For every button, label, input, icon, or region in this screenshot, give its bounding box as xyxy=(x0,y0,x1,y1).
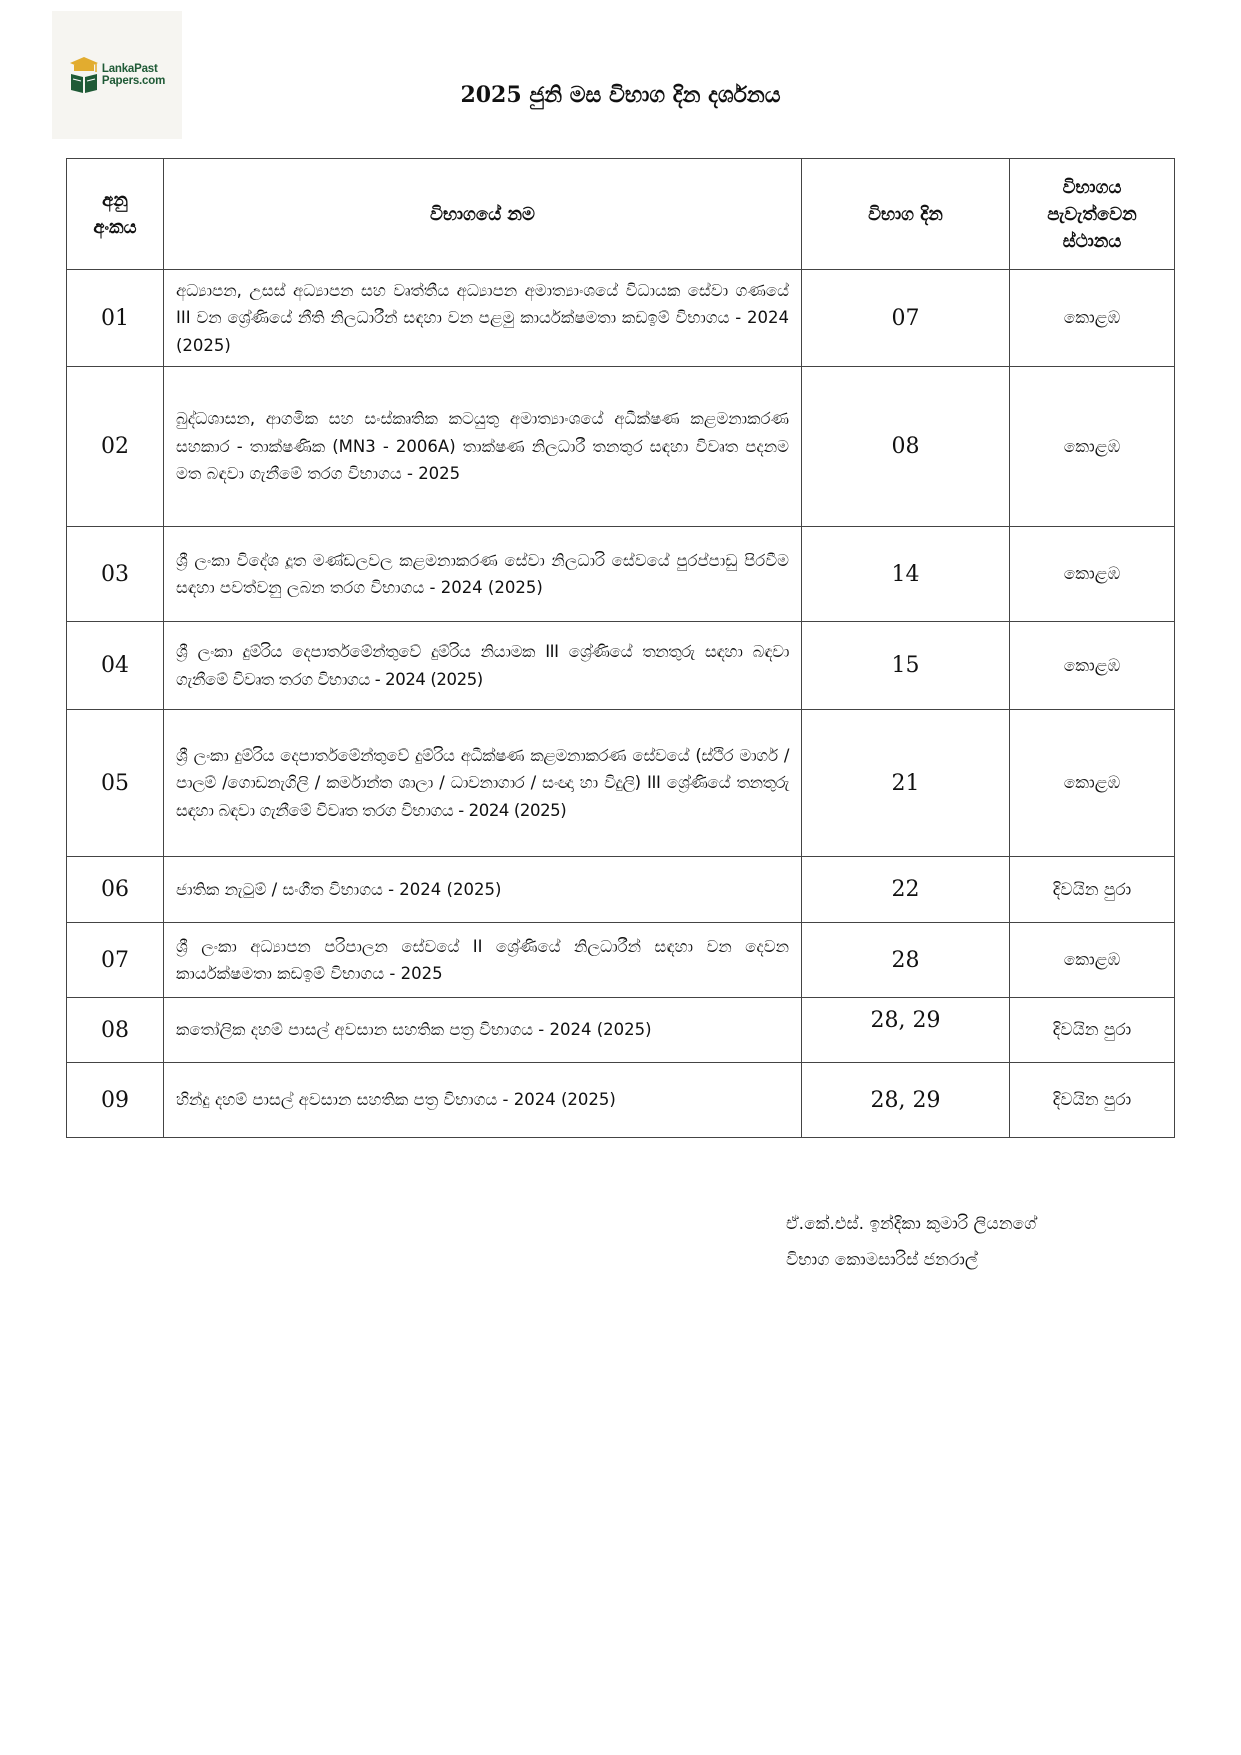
signatory-designation: විභාග කොමසාරිස් ජනරාල් xyxy=(786,1250,978,1270)
exam-name: ශ්‍රී ලංකා අධ්‍යාපන පරිපාලන සේවයේ II ශ්‍රේණියේ නිලධාරීන් සඳහා වන දෙවන කාර්යක්ෂමතා කඩඉම් විභාගය - 2025 xyxy=(164,923,802,998)
header-venue-line2: පැවැත්වෙන xyxy=(1047,203,1137,225)
table-header-row xyxy=(67,159,1175,270)
table-row xyxy=(67,1063,1175,1138)
exam-date: 22 xyxy=(802,857,1010,923)
table-row xyxy=(67,527,1175,622)
exam-venue: කොළඹ xyxy=(1010,527,1175,622)
row-number: 08 xyxy=(67,998,164,1063)
exam-venue: කොළඹ xyxy=(1010,367,1175,527)
row-number: 05 xyxy=(67,710,164,857)
row-number: 04 xyxy=(67,622,164,710)
header-date: විභාග දින xyxy=(802,159,1010,270)
signatory-name: ඒ.කේ.එස්. ඉන්දිකා කුමාරි ලියනගේ xyxy=(786,1214,1037,1234)
table-row xyxy=(67,710,1175,857)
exam-venue: දිවයින පුරා xyxy=(1010,998,1175,1063)
exam-date: 15 xyxy=(802,622,1010,710)
exam-name: කතෝලික දහම් පාසල් අවසාන සහතික පත්‍ර විභාගය - 2024 (2025) xyxy=(164,998,802,1063)
exam-name: ශ්‍රී ලංකා විදේශ දූත මණ්ඩලවල කළමනාකරණ සේවා නිලධාරි සේවයේ පුරප්පාඩු පිරවීම සඳහා පවත්වනු ලබන තරග විභාගය - 2024 (2025) xyxy=(164,527,802,622)
header-venue xyxy=(1010,159,1175,270)
exam-venue: කොළඹ xyxy=(1010,710,1175,857)
row-number: 03 xyxy=(67,527,164,622)
logo-text-line1: LankaPast xyxy=(101,63,158,75)
exam-date: 14 xyxy=(802,527,1010,622)
table-row xyxy=(67,923,1175,998)
exam-date: 28 xyxy=(802,923,1010,998)
row-number: 09 xyxy=(67,1063,164,1138)
header-venue-line1: විභාගය xyxy=(1062,176,1122,198)
exam-venue: කොළඹ xyxy=(1010,270,1175,367)
row-number: 01 xyxy=(67,270,164,367)
header-number-line1: අනු xyxy=(102,190,128,211)
table-row xyxy=(67,367,1175,527)
header-number-line2: අංකය xyxy=(93,217,137,238)
page-title: 2025 ජුනි මස විභාග දින දර්ශනය xyxy=(460,82,781,108)
exam-name: ශ්‍රී ලංකා දුම්රිය දෙපාර්තමේන්තුවේ දුම්රිය අධීක්ෂණ කළමනාකරණ සේවයේ (ස්ථිර මාර්ග / පාලම් /ගොඩනැගිලි / කර්මාන්ත ශාලා / ධාවනාගාර / සංඥා හා විදුලි) III ශ්‍රේණියේ තනතුරු සඳහා බඳවා ගැනීමේ විවෘත තරග විභාගය - 2024 (2025) xyxy=(164,710,802,857)
exam-name: හින්දු දහම් පාසල් අවසාන සහතික පත්‍ර විභාගය - 2024 (2025) xyxy=(164,1063,802,1138)
table-row xyxy=(67,622,1175,710)
exam-venue: දිවයින පුරා xyxy=(1010,1063,1175,1138)
signature-block xyxy=(786,1206,1036,1278)
exam-name: ශ්‍රී ලංකා දුම්රිය දෙපාර්තමේන්තුවේ දුම්රිය නියාමක III ශ්‍රේණියේ තනතුරු සඳහා බඳවා ගැනීමේ විවෘත තරග විභාගය - 2024 (2025) xyxy=(164,622,802,710)
exam-name: ජාතික නැටුම් / සංගීත විභාගය - 2024 (2025) xyxy=(164,857,802,923)
exam-date: 28, 29 xyxy=(802,998,1010,1063)
header-number xyxy=(67,159,164,270)
logo-text-line2: Papers.com xyxy=(101,75,166,87)
row-number: 07 xyxy=(67,923,164,998)
table-row xyxy=(67,998,1175,1063)
table-row xyxy=(67,857,1175,923)
site-logo xyxy=(52,11,182,139)
row-number: 02 xyxy=(67,367,164,527)
exam-date: 21 xyxy=(802,710,1010,857)
exam-date: 28, 29 xyxy=(802,1063,1010,1138)
exam-date: 08 xyxy=(802,367,1010,527)
header-venue-line3: ස්ථානය xyxy=(1062,230,1122,252)
row-number: 06 xyxy=(67,857,164,923)
exam-name: අධ්‍යාපන, උසස් අධ්‍යාපන සහ වෘත්තීය අධ්‍යාපන අමාත්‍යාංශයේ විධායක සේවා ගණයේ III වන ශ්‍රේණියේ නීති නිලධාරීන් සඳහා වන පළමු කාර්යක්ෂමතා කඩඉම් විභාගය - 2024 (2025) xyxy=(164,270,802,367)
exam-schedule-table xyxy=(66,158,1175,1138)
exam-date: 07 xyxy=(802,270,1010,367)
exam-venue: දිවයින පුරා xyxy=(1010,857,1175,923)
exam-venue: කොළඹ xyxy=(1010,622,1175,710)
header-name: විභාගයේ නම xyxy=(164,159,802,270)
exam-name: බුද්ධශාසන, ආගමික සහ සංස්කෘතික කටයුතු අමාත්‍යාංශයේ අධීක්ෂණ කළමනාකරණ සහකාර - තාක්ෂණික (MN3 - 2006A) තාක්ෂණ නිලධාරී තනතුර සඳහා විවෘත පදනම මත බඳවා ගැනීමේ තරග විභාගය - 2025 xyxy=(164,367,802,527)
exam-venue: කොළඹ xyxy=(1010,923,1175,998)
table-row xyxy=(67,270,1175,367)
